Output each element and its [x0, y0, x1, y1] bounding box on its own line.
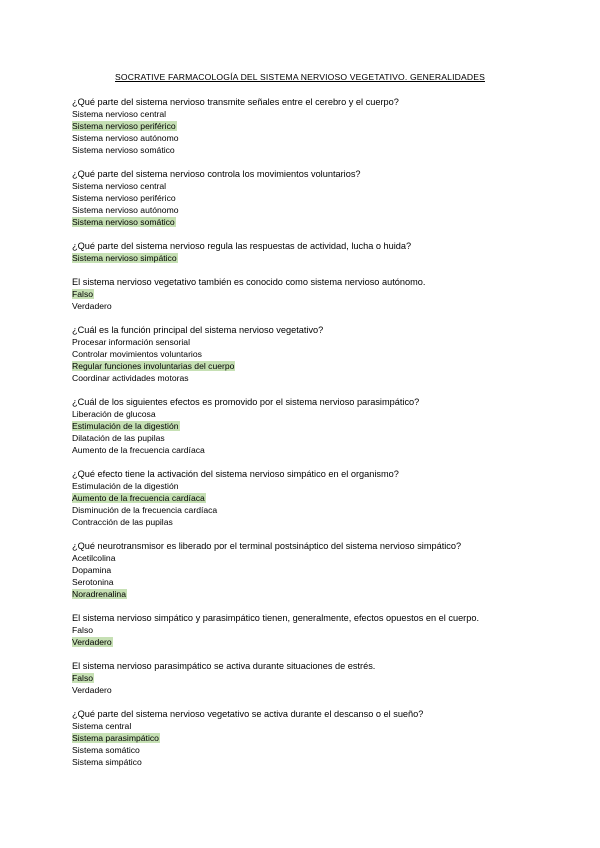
- question-text: El sistema nervioso parasimpático se activa durante situaciones de estrés.: [72, 661, 376, 671]
- answer-option-label: Dilatación de las pupilas: [72, 433, 165, 443]
- answer-option-label: Estimulación de la digestión: [72, 481, 179, 491]
- answer-option-correct: [72, 360, 542, 372]
- answer-option-label: Sistema central: [72, 721, 132, 731]
- answer-option-label: Contracción de las pupilas: [72, 517, 173, 527]
- answer-option: [72, 336, 542, 348]
- answer-option-label: Falso: [72, 625, 94, 635]
- answer-option-label: Procesar información sensorial: [72, 337, 190, 347]
- question-text: ¿Qué parte del sistema nervioso transmite señales entre el cerebro y el cuerpo?: [72, 97, 399, 107]
- question-text: El sistema nervioso simpático y parasimpático tienen, generalmente, efectos opuestos en el cuerpo.: [72, 613, 480, 623]
- answer-option: [72, 180, 542, 192]
- question-block: [72, 324, 542, 384]
- question-text: ¿Qué parte del sistema nervioso controla los movimientos voluntarios?: [72, 169, 361, 179]
- answer-option: [72, 144, 542, 156]
- answer-option-label: Noradrenalina: [72, 589, 126, 599]
- answer-option: [72, 432, 542, 444]
- question-block: [72, 96, 542, 156]
- question-text: ¿Qué parte del sistema nervioso regula las respuestas de actividad, lucha o huida?: [72, 241, 412, 251]
- answer-option: [72, 132, 542, 144]
- question-text: ¿Qué parte del sistema nervioso vegetativo se activa durante el descanso o el sueño?: [72, 709, 424, 719]
- answer-option-correct: [72, 252, 542, 264]
- answer-option-label: Sistema nervioso central: [72, 181, 167, 191]
- answer-option-correct: [72, 588, 542, 600]
- question-block: [72, 276, 542, 312]
- answer-option: [72, 204, 542, 216]
- question-text: ¿Cuál de los siguientes efectos es promovido por el sistema nervioso parasimpático?: [72, 397, 420, 407]
- answer-option: [72, 756, 542, 768]
- answer-option-label: Sistema simpático: [72, 757, 142, 767]
- answer-option-label: Sistema nervioso simpático: [72, 253, 177, 263]
- answer-option-correct: [72, 120, 542, 132]
- answer-option-correct: [72, 636, 542, 648]
- answer-option: [72, 504, 542, 516]
- document-title: SOCRATIVE FARMACOLOGÍA DEL SISTEMA NERVIOSO VEGETATIVO. GENERALIDADES: [115, 72, 485, 82]
- question-block: [72, 708, 542, 768]
- answer-option-label: Verdadero: [72, 685, 112, 695]
- answer-option-label: Aumento de la frecuencia cardíaca: [72, 445, 205, 455]
- answer-option-label: Verdadero: [72, 301, 112, 311]
- question-block: [72, 660, 542, 696]
- answer-option-correct: [72, 216, 542, 228]
- answer-option-label: Coordinar actividades motoras: [72, 373, 189, 383]
- question-text: ¿Cuál es la función principal del sistema nervioso vegetativo?: [72, 325, 324, 335]
- answer-option-correct: [72, 492, 542, 504]
- answer-option-label: Verdadero: [72, 637, 112, 647]
- answer-option-label: Serotonina: [72, 577, 114, 587]
- answer-option: [72, 720, 542, 732]
- answer-option-label: Controlar movimientos voluntarios: [72, 349, 202, 359]
- question-block: [72, 240, 542, 264]
- answer-option-label: Disminución de la frecuencia cardíaca: [72, 505, 218, 515]
- answer-option: [72, 684, 542, 696]
- answer-option: [72, 744, 542, 756]
- question-text: ¿Qué neurotransmisor es liberado por el terminal postsináptico del sistema nervioso simpático?: [72, 541, 462, 551]
- answer-option-correct: [72, 732, 542, 744]
- question-text: El sistema nervioso vegetativo también es conocido como sistema nervioso autónomo.: [72, 277, 426, 287]
- question-text: ¿Qué efecto tiene la activación del sistema nervioso simpático en el organismo?: [72, 469, 399, 479]
- answer-option-label: Dopamina: [72, 565, 112, 575]
- answer-option-label: Aumento de la frecuencia cardíaca: [72, 493, 205, 503]
- answer-option: [72, 552, 542, 564]
- answer-option: [72, 564, 542, 576]
- question-block: [72, 468, 542, 528]
- answer-option: [72, 624, 542, 636]
- answer-option-label: Regular funciones involuntarias del cuerpo: [72, 361, 235, 371]
- answer-option: [72, 372, 542, 384]
- answer-option-correct: [72, 672, 542, 684]
- answer-option: [72, 444, 542, 456]
- answer-option-correct: [72, 288, 542, 300]
- answer-option: [72, 408, 542, 420]
- answer-option: [72, 300, 542, 312]
- answer-option-label: Sistema nervioso autónomo: [72, 133, 179, 143]
- answer-option-label: Sistema nervioso periférico: [72, 121, 176, 131]
- answer-option: [72, 108, 542, 120]
- answer-option: [72, 192, 542, 204]
- question-list: [72, 96, 542, 780]
- answer-option-label: Acetilcolina: [72, 553, 116, 563]
- answer-option-label: Sistema nervioso somático: [72, 145, 175, 155]
- question-block: [72, 168, 542, 228]
- question-block: [72, 396, 542, 456]
- answer-option: [72, 576, 542, 588]
- answer-option-label: Estimulación de la digestión: [72, 421, 179, 431]
- answer-option-label: Sistema nervioso somático: [72, 217, 175, 227]
- answer-option-label: Liberación de glucosa: [72, 409, 156, 419]
- answer-option: [72, 516, 542, 528]
- answer-option-label: Falso: [72, 673, 94, 683]
- answer-option-label: Sistema nervioso periférico: [72, 193, 176, 203]
- answer-option-label: Falso: [72, 289, 94, 299]
- answer-option-label: Sistema parasimpático: [72, 733, 159, 743]
- answer-option-correct: [72, 420, 542, 432]
- answer-option: [72, 348, 542, 360]
- answer-option: [72, 480, 542, 492]
- question-block: [72, 540, 542, 600]
- answer-option-label: Sistema nervioso central: [72, 109, 167, 119]
- answer-option-label: Sistema nervioso autónomo: [72, 205, 179, 215]
- answer-option-label: Sistema somático: [72, 745, 140, 755]
- question-block: [72, 612, 542, 648]
